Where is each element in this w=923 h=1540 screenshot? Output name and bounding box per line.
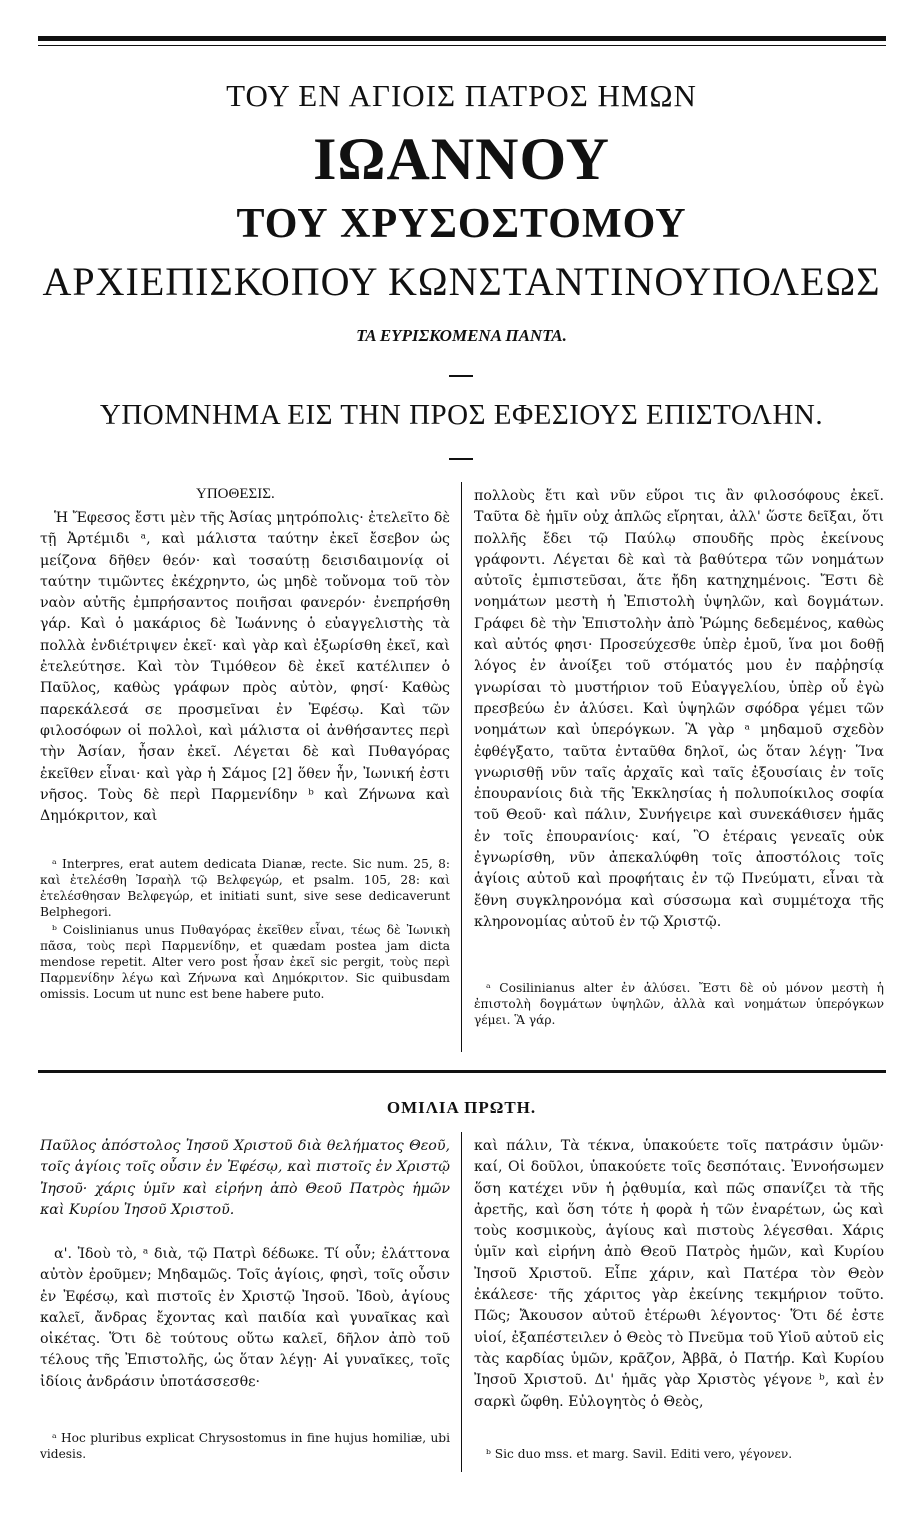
header-dash-1 bbox=[449, 375, 473, 377]
header-subtitle: ΤΑ ΕΥΡΙΣΚΟΜΕΝΑ ΠΑΝΤΑ. bbox=[356, 326, 567, 345]
homily-lemma-block bbox=[40, 1136, 450, 1226]
work-title: ΥΠΟΜΝΗΜΑ ΕΙΣ ΤΗΝ ΠΡΟΣ ΕΦΕΣΙΟΥΣ ΕΠΙΣΤΟΛΗΝ. bbox=[99, 399, 824, 431]
homily-column-divider bbox=[461, 1132, 462, 1472]
homily-left-notes bbox=[40, 1430, 450, 1470]
homily-title: ΟΜΙΛΙΑ ΠΡΩΤΗ. bbox=[386, 1098, 537, 1117]
homily-right-column bbox=[474, 1136, 884, 1436]
top-rule-thin bbox=[38, 45, 886, 46]
homily-left-text: α'. Ἰδοὺ τὸ, ᵃ διὰ, τῷ Πατρὶ δέδωκε. Τί οὖν; ἐλάττονα αὐτὸν ἐροῦμεν; Μηδαμῶς. Τοῖς ἁγίοις, φησὶ, τοῖς οὖσιν ἐν Ἐφέσῳ, καὶ πιστοῖς ἐν Χριστῷ Ἰησοῦ. Ἰδοὺ, ἁγίους καλεῖ, ἄνδρας ἔχοντας καὶ παιδία καὶ γυναῖκας καὶ οἰκέτας. Ὅτι δὲ τούτους οὕτω καλεῖ, δῆλον ἀπὸ τοῦ τέλους τῆς Ἐπιστολῆς, ὡς ὅταν λέγῃ· Αἱ γυναῖκες, τοῖς ἰδίοις ἀνδράσιν ὑποτάσσεσθε· bbox=[40, 1246, 450, 1390]
header-dash-2 bbox=[449, 458, 473, 460]
homily-lemma: Παῦλος ἀπόστολος Ἰησοῦ Χριστοῦ διὰ θελήματος Θεοῦ, τοῖς ἁγίοις τοῖς οὖσιν ἐν Ἐφέσῳ, καὶ πιστοῖς ἐν Χριστῷ Ἰησοῦ· χάρις ὑμῖν καὶ εἰρήνη ἀπὸ Θεοῦ Πατρὸς ἡμῶν καὶ Κυρίου Ἰησοῦ Χριστοῦ. bbox=[40, 1138, 450, 1218]
section-rule bbox=[38, 1070, 886, 1073]
footnote: ᵃ Cosilinianus alter ἐν ἁλύσει. Ἔστι δὲ οὐ μόνον μεστὴ ἡ ἐπιστολὴ δογμάτων ὑψηλῶν, ἀλλὰ καὶ νοημάτων ὑπερόγκων γέμει. Ἃ γάρ. bbox=[474, 981, 884, 1027]
argument-left-column bbox=[40, 508, 450, 826]
header-author-name: ΙΩΑΝΝΟΥ bbox=[313, 126, 610, 192]
header-author-epithet: ΤΟΥ ΧΡΥΣΟΣΤΟΜΟΥ bbox=[236, 201, 687, 247]
argument-right-column bbox=[474, 486, 884, 956]
footnote: ᵃ Hoc pluribus explicat Chrysostomus in fine hujus homiliæ, ubi videsis. bbox=[40, 1431, 450, 1461]
footnote: ᵃ Interpres, erat autem dedicata Dianæ, recte. Sic num. 25, 8: καὶ ἐτελέσθη Ἰσραὴλ τῷ Βελφεγώρ, et psalm. 105, 28: καὶ ἐτελέσθησαν Βελφεγώρ, et initiati sunt, sive sese dedicaverunt Belphegori. bbox=[40, 857, 450, 919]
argument-left-text: Ἡ Ἔφεσος ἔστι μὲν τῆς Ἀσίας μητρόπολις· ἐτελεῖτο δὲ τῇ Ἀρτέμιδι ᵃ, καὶ μάλιστα ταύτην ἐκεῖ ἔσεβον ὡς μείζονα δῆθεν θεόν· καὶ τοσαύτῃ δεισιδαιμονίᾳ οἱ ταύτην τιμῶντες ἐκέχρηντο, ὡς μηδὲ τοὔνομα τοῦ τὸν ναὸν αὐτῆς ἐμπρήσαντος ποιῆσαι φανερόν· ἐνεπρήσθη γάρ. Καὶ ὁ μακάριος δὲ Ἰωάννης ὁ εὐαγγελιστὴς τὰ πολλὰ ἐνδιέτριψεν ἐκεῖ· καὶ γὰρ καὶ ἐξωρίσθη ἐκεῖ, καὶ ἐτελεύτησε. Καὶ τὸν Τιμόθεον δὲ ἐκεῖ κατέλιπεν ὁ Παῦλος, καθὼς γράφων πρὸς αὐτὸν, φησί· Καθὼς παρεκάλεσά σε προσμεῖναι ἐν Ἐφέσῳ. Καὶ τῶν φιλοσόφων οἱ πολλοὶ, καὶ μάλιστα οἱ ἀνθήσαντες περὶ τὴν Ἀσίαν, ἦσαν ἐκεῖ. Λέγεται δὲ καὶ Πυθαγόρας ἐκεῖθεν εἶναι· καὶ γὰρ ἡ Σάμος [2] ὅθεν ἦν, Ἰωνική ἐστι νῆσος. Τοὺς δὲ περὶ Παρμενίδην ᵇ καὶ Ζήνωνα καὶ Δημόκριτον, καὶ bbox=[40, 510, 450, 825]
column-divider bbox=[461, 482, 462, 1052]
top-rule-thick bbox=[38, 36, 886, 41]
header-line-1: ΤΟΥ ΕΝ ΑΓΙΟΙΣ ΠΑΤΡΟΣ ΗΜΩΝ bbox=[226, 78, 697, 113]
homily-right-notes bbox=[474, 1446, 884, 1470]
footnote: ᵇ Sic duo mss. et marg. Savil. Editi vero, γέγονεν. bbox=[486, 1447, 793, 1461]
argument-right-notes bbox=[474, 980, 884, 1040]
argument-right-text: πολλοὺς ἔτι καὶ νῦν εὕροι τις ἂν φιλοσόφους ἐκεῖ. Ταῦτα δὲ ἡμῖν οὐχ ἁπλῶς εἴρηται, ἀλλ' ὥστε δεῖξαι, ὅτι πολλῆς ἔδει τῷ Παύλῳ σπουδῆς πρὸς ἐκείνους γράφοντι. Λέγεται δὲ καὶ τὰ βαθύτερα τῶν νοημάτων αὐτοῖς ἐμπιστεῦσαι, ἅτε ἤδη κατηχημένοις. Ἔστι δὲ νοημάτων μεστὴ ἡ Ἐπιστολὴ ὑψηλῶν, καὶ δογμάτων. Γράφει δὲ τὴν Ἐπιστολὴν ἀπὸ Ῥώμης δεδεμένος, καθὼς καὶ αὐτός φησι· Προσεύχεσθε ὑπὲρ ἐμοῦ, ἵνα μοι δοθῇ λόγος ἐν ἀνοίξει τοῦ στόματός μου ἐν παῤῥησίᾳ γνωρίσαι τὸ μυστήριον τοῦ Εὐαγγελίου, ὑπὲρ οὗ ἐγὼ πρεσβεύω ἐν ἁλύσει. Καὶ ὑψηλῶν σφόδρα γέμει τῶν νοημάτων καὶ ὑπερόγκων. Ἃ γὰρ ᵃ μηδαμοῦ σχεδὸν ἐφθέγξατο, ταῦτα ἐνταῦθα δηλοῖ, ὡς ὅταν λέγῃ· Ἵνα γνωρισθῇ νῦν ταῖς ἀρχαῖς καὶ ταῖς ἐξουσίαις ἐν τοῖς ἐπουρανίοις διὰ τῆς Ἐκκλησίας ἡ πολυποίκιλος σοφία τοῦ Θεοῦ· καὶ πάλιν, Συνήγειρε καὶ συνεκάθισεν ἡμᾶς ἐν τοῖς ἐπουρανίοις· καί, Ὃ ἑτέραις γενεαῖς οὐκ ἐγνωρίσθη, νῦν ἀπεκαλύφθη τοῖς ἀποστόλοις τοῖς ἁγίοις αὐτοῦ καὶ προφήταις ἐν τῷ Πνεύματι, εἶναι τὰ ἔθνη συγκληρονόμα καὶ σύσσωμα καὶ συμμέτοχα τῆς κληρονομίας αὐτοῦ ἐν τῷ Χριστῷ. bbox=[474, 488, 884, 930]
header-author-see: ΑΡΧΙΕΠΙΣΚΟΠΟΥ ΚΩΝΣΤΑΝΤΙΝΟΥΠΟΛΕΩΣ bbox=[42, 259, 881, 304]
footnote: ᵇ Coislinianus unus Πυθαγόρας ἐκεῖθεν εἶναι, τέως δὲ Ἰωνικὴ πᾶσα, τοὺς περὶ Παρμενίδην, et quædam postea jam dicta mendose repetit. Alter vero post ἦσαν ἐκεῖ sic pergit, τοὺς περὶ Παρμενίδην λέγω καὶ Ζήνωνα καὶ Δημόκριτον. Sic quibusdam omissis. Locum ut nunc est bene habere puto. bbox=[40, 923, 450, 1001]
argument-left-notes bbox=[40, 856, 450, 1036]
argument-heading: ΥΠΟΘΕΣΙΣ. bbox=[196, 486, 275, 502]
homily-left-column bbox=[40, 1244, 450, 1404]
homily-right-text: καὶ πάλιν, Τὰ τέκνα, ὑπακούετε τοῖς πατράσιν ὑμῶν· καί, Οἱ δοῦλοι, ὑπακούετε τοῖς δεσπόταις. Ἐννοήσωμεν ὅση κατέχει νῦν ἡ ῥᾳθυμία, καὶ πῶς σπανίζει τὰ τῆς ἀρετῆς, καὶ ὅση τότε ἡ φορὰ ἡ τῶν ἐναρέτων, ὡς καὶ τοὺς κοσμικοὺς, ἁγίους καὶ πιστοὺς λέγεσθαι. Χάρις ὑμῖν καὶ εἰρήνη ἀπὸ Θεοῦ Πατρὸς ἡμῶν, καὶ Κυρίου Ἰησοῦ Χριστοῦ. Εἶπε χάριν, καὶ Πατέρα τὸν Θεὸν ἐκάλεσε· τῆς χάριτος γὰρ ἐκείνης τεκμήριον τοῦτο. Πῶς; Ἄκουσον αὐτοῦ ἑτέρωθι λέγοντος· Ὅτι δέ ἐστε υἱοί, ἐξαπέστειλεν ὁ Θεὸς τὸ Πνεῦμα τοῦ Υἱοῦ αὐτοῦ εἰς τὰς καρδίας ὑμῶν, κρᾶζον, Ἀββᾶ, ὁ Πατήρ. Καὶ Κυρίου Ἰησοῦ Χριστοῦ. Δι' ἡμᾶς γὰρ Χριστὸς γέγονε ᵇ, καὶ ἐν σαρκὶ ὤφθη. Εὐλογητὸς ὁ Θεὸς, bbox=[474, 1138, 884, 1410]
